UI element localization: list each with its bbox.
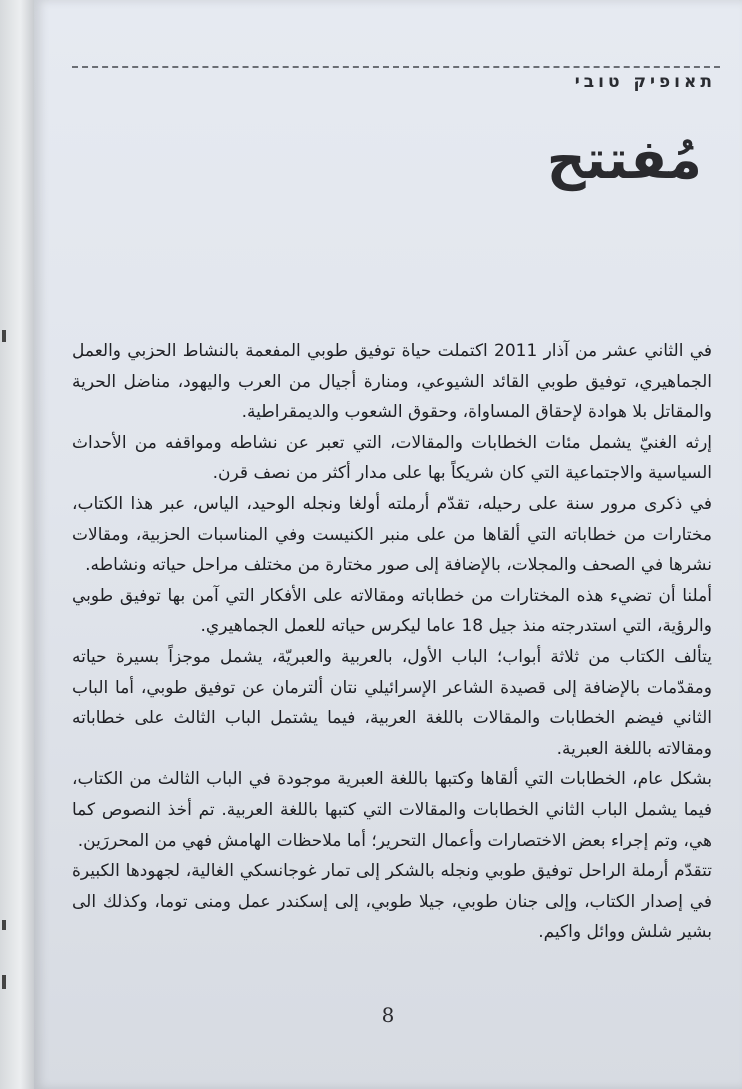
margin-mark — [2, 330, 6, 342]
paragraph: يتألف الكتاب من ثلاثة أبواب؛ الباب الأول، بالعربية والعبريّة، يشمل موجزاً بسيرة حياته ومقدّمات بالإضافة إلى قصيدة الشاعر الإسرائيلي نتان ألترمان عن توفيق طوبي، أما الباب الثاني فيضم الخطابات والمقالات باللغة العربية، فيما يشتمل الباب الثالث على خطاباته ومقالاته باللغة العبرية. — [72, 646, 712, 759]
margin-mark — [2, 920, 6, 930]
header-dashed-rule — [72, 66, 720, 68]
paragraph: أملنا أن تضيء هذه المختارات من خطاباته ومقالاته على الأفكار التي آمن بها توفيق طوبي والرؤية، التي استدرجته منذ جيل 18 عاما ليكرس حياته للعمل الجماهيري. — [72, 585, 712, 637]
adjacent-page-edge — [0, 0, 34, 1089]
paragraph: إرثه الغنيّ يشمل مئات الخطابات والمقالات، التي تعبر عن نشاطه ومواقفه من الأحداث السياسية والاجتماعية التي كان شريكاً بها على مدار أكثر من نصف قرن. — [72, 432, 712, 484]
paragraph: بشكل عام، الخطابات التي ألقاها وكتبها باللغة العبرية موجودة في الباب الثالث من الكتاب، فيما يشمل الباب الثاني الخطابات والمقالات التي كتبها باللغة العربية. تم أخذ النصوص كما هي، وتم إجراء بعض الاختصارات وأعمال التحرير؛ أما ملاحظات الهامش فهي من المحررَين. — [72, 769, 712, 851]
book-page — [34, 0, 742, 1089]
paragraph: تتقدّم أرملة الراحل توفيق طوبي ونجله بالشكر إلى تمار غوجانسكي الغالية، لجهودها الكبيرة في إصدار الكتاب، وإلى جنان طوبي، جيلا طوبي، إلى إسكندر عمل ومنى توما، وكذلك الى بشير شلش ووائل واكيم. — [72, 861, 712, 943]
paragraph: في الثاني عشر من آذار 2011 اكتملت حياة توفيق طوبي المفعمة بالنشاط الحزبي والعمل الجماهيري، توفيق طوبي القائد الشيوعي، ومنارة أجيال من العرب واليهود، مناضل الحرية والمقاتل بلا هوادة لإحقاق المساواة، وحقوق الشعوب والديمقراطية. — [72, 341, 713, 423]
paragraph: في ذكرى مرور سنة على رحيله، تقدّم أرملته أولغا ونجله الوحيد، الياس، عبر هذا الكتاب، مختارات من خطاباته التي ألقاها من على منبر الكنيست وفي المناسبات الحزبية، ومقالات نشرها في الصحف والمجلات، بالإضافة إلى صور مختارة من مختلف مراحل حياته ونشاطه. — [72, 493, 712, 576]
chapter-title: مُفتتح — [546, 128, 702, 191]
page-number: 8 — [381, 1003, 395, 1027]
running-head: תאופיק טובי — [574, 72, 716, 92]
body-text — [72, 336, 712, 948]
margin-mark — [2, 975, 6, 989]
